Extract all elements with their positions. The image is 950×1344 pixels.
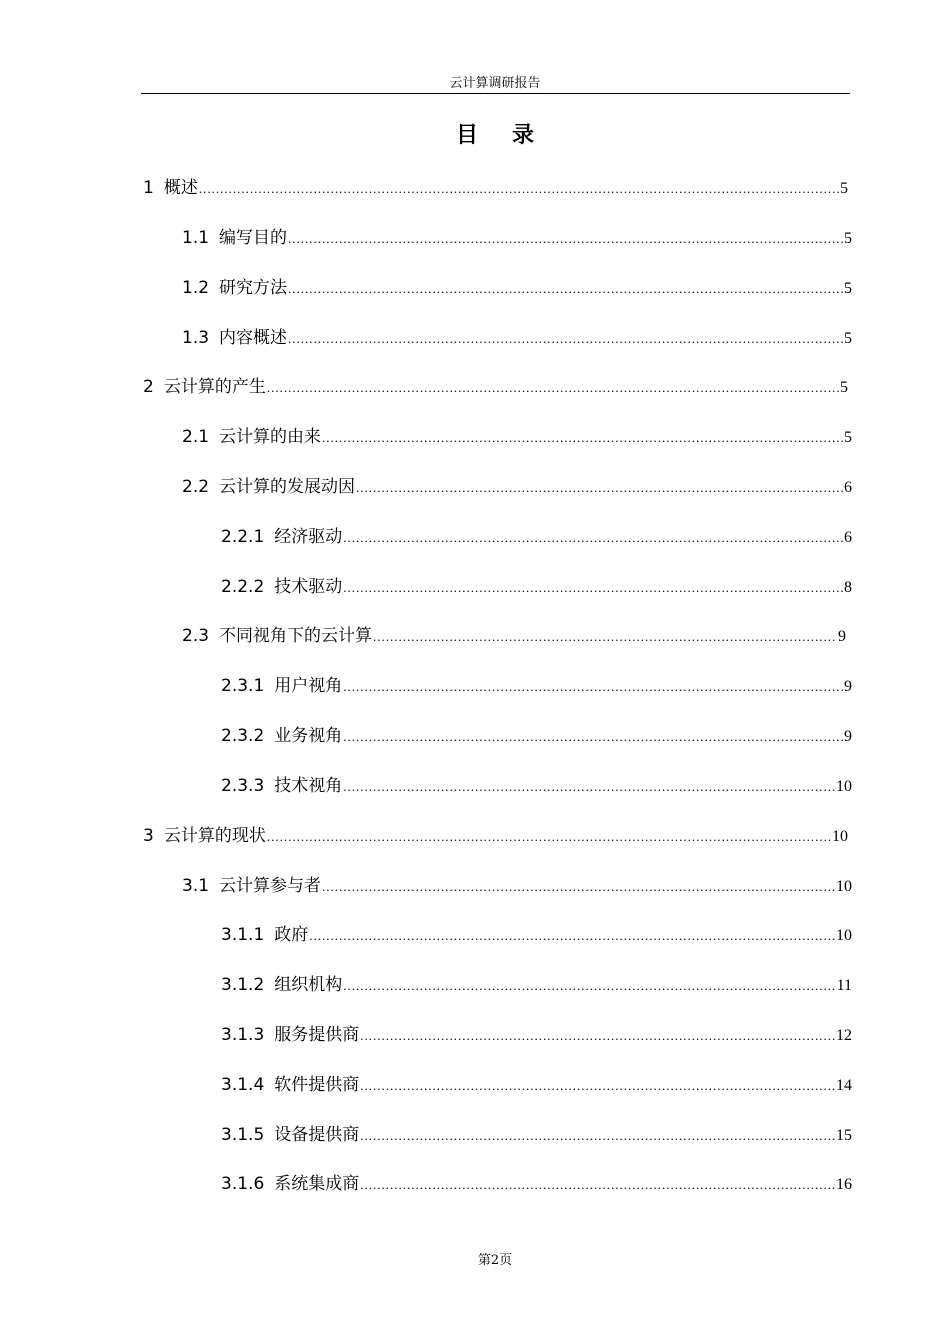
toc-entry-number: 3.1.4: [221, 1075, 265, 1095]
toc-entry-number: 2.2: [182, 477, 210, 497]
toc-entry[interactable]: [221, 1020, 852, 1044]
toc-entry[interactable]: [221, 1070, 852, 1094]
toc-entry-page: 8: [844, 579, 852, 596]
toc-entry-page: 12: [836, 1027, 852, 1044]
toc-entry-number: 1.2: [182, 278, 210, 298]
toc-dot-leader: [267, 829, 831, 845]
toc-entry-number: 2.1: [182, 427, 210, 447]
toc-dot-leader: [322, 430, 843, 446]
toc-entry-title: 系统集成商: [274, 1174, 360, 1194]
toc-entry[interactable]: [182, 323, 852, 347]
toc-entry[interactable]: [143, 821, 848, 845]
toc-entry-number: 3.1.2: [221, 975, 265, 995]
toc-dot-leader: [309, 928, 835, 944]
toc-entry-title: 经济驱动: [274, 527, 343, 547]
toc-entry[interactable]: [143, 372, 848, 396]
toc-entry-title: 云计算参与者: [219, 876, 322, 896]
toc-dot-leader: [343, 729, 843, 745]
toc-entry-page: 15: [836, 1127, 852, 1144]
toc-entry-page: 16: [836, 1176, 852, 1193]
toc-entry[interactable]: [221, 920, 852, 944]
toc-entry-page: 6: [844, 529, 852, 546]
toc-entry-title: 技术驱动: [274, 577, 343, 597]
toc-entry[interactable]: [221, 1120, 852, 1144]
toc-dot-leader: [322, 879, 835, 895]
toc-entry-page: 9: [838, 628, 846, 645]
toc-entry-number: 2.3.2: [221, 726, 265, 746]
toc-entry-page: 5: [844, 429, 852, 446]
toc-entry-page: 10: [836, 878, 852, 895]
toc-entry-number: 2.2.1: [221, 527, 265, 547]
toc-dot-leader: [360, 1078, 835, 1094]
toc-entry-title: 云计算的由来: [219, 427, 322, 447]
toc-entry-page: 10: [836, 778, 852, 795]
toc-entry-number: 3.1.1: [221, 925, 265, 945]
toc-dot-leader: [199, 181, 839, 197]
toc-entry-title: 业务视角: [274, 726, 343, 746]
toc-entry-number: 2.3: [182, 626, 210, 646]
toc-entry-number: 2.3.3: [221, 776, 265, 796]
toc-entry-number: 2.2.2: [221, 577, 265, 597]
toc-dot-leader: [267, 380, 839, 396]
toc-entry-title: 组织机构: [274, 975, 343, 995]
toc-entry-page: 10: [832, 828, 848, 845]
toc-entry-title: 云计算的发展动因: [219, 477, 356, 497]
toc-entry[interactable]: [182, 621, 846, 645]
toc-entry-title: 用户视角: [274, 676, 343, 696]
toc-entry-page: 5: [844, 280, 852, 297]
toc-entry[interactable]: [221, 671, 852, 695]
toc-entry[interactable]: [221, 771, 852, 795]
toc-entry-number: 3.1.3: [221, 1025, 265, 1045]
toc-entry[interactable]: [221, 721, 852, 745]
toc-dot-leader: [343, 580, 843, 596]
toc-dot-leader: [373, 629, 837, 645]
toc-entry[interactable]: [221, 1169, 852, 1193]
toc-entry-page: 5: [840, 180, 848, 197]
toc-entry-page: 6: [844, 479, 852, 496]
toc-entry-title: 软件提供商: [274, 1075, 360, 1095]
toc-entry[interactable]: [143, 173, 848, 197]
toc-entry[interactable]: [221, 970, 852, 994]
toc-entry[interactable]: [182, 472, 852, 496]
toc-entry-title: 编写目的: [219, 228, 288, 248]
toc-entry[interactable]: [221, 522, 852, 546]
running-header-title: 云计算调研报告: [449, 76, 541, 91]
toc-entry-title: 云计算的现状: [163, 826, 266, 846]
toc-entry-number: 2.3.1: [221, 676, 265, 696]
toc-entry[interactable]: [182, 871, 852, 895]
toc-entry-page: 10: [836, 927, 852, 944]
toc-entry-page: 11: [836, 977, 852, 994]
toc-entry-number: 3.1.5: [221, 1125, 265, 1145]
toc-entry-title: 研究方法: [219, 278, 288, 298]
toc-entry-title: 不同视角下的云计算: [219, 626, 373, 646]
toc-entry-title: 技术视角: [274, 776, 343, 796]
toc-heading: 目录: [455, 123, 568, 148]
toc-entry-title: 云计算的产生: [163, 377, 266, 397]
toc-entry-page: 14: [836, 1077, 852, 1094]
toc-dot-leader: [360, 1177, 835, 1193]
toc-entry-number: 3.1: [182, 876, 210, 896]
toc-entry-title: 设备提供商: [274, 1125, 360, 1145]
toc-entry-page: 5: [844, 230, 852, 247]
toc-dot-leader: [343, 679, 843, 695]
toc-dot-leader: [343, 978, 835, 994]
toc-dot-leader: [343, 779, 835, 795]
toc-entry-number: 1: [143, 178, 154, 198]
toc-entry-number: 1.1: [182, 228, 210, 248]
toc-dot-leader: [288, 231, 843, 247]
toc-entry-title: 概述: [163, 178, 198, 198]
toc-dot-leader: [288, 331, 843, 347]
toc-dot-leader: [360, 1028, 835, 1044]
toc-entry-page: 5: [844, 330, 852, 347]
toc-entry-title: 服务提供商: [274, 1025, 360, 1045]
toc-entry-number: 3.1.6: [221, 1174, 265, 1194]
toc-entry-title: 内容概述: [219, 328, 288, 348]
toc-dot-leader: [360, 1128, 835, 1144]
toc-entry-title: 政府: [274, 925, 309, 945]
toc-entry[interactable]: [221, 572, 852, 596]
toc-entry-number: 1.3: [182, 328, 210, 348]
toc-entry[interactable]: [182, 422, 852, 446]
toc-entry-page: 9: [844, 728, 852, 745]
toc-entry[interactable]: [182, 273, 852, 297]
toc-entry-number: 2: [143, 377, 154, 397]
toc-entry-number: 3: [143, 826, 154, 846]
toc-entry-page: 5: [840, 379, 848, 396]
toc-entry-page: 9: [844, 678, 852, 695]
toc-dot-leader: [343, 530, 843, 546]
toc-dot-leader: [356, 480, 843, 496]
page-number-footer: 第2页: [477, 1253, 513, 1268]
toc-dot-leader: [288, 281, 843, 297]
toc-entry[interactable]: [182, 223, 852, 247]
